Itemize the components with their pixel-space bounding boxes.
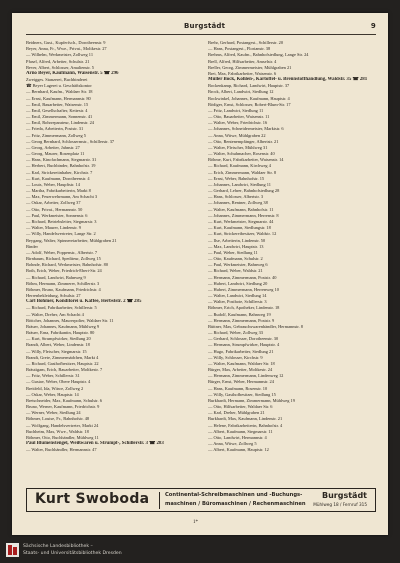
- page-number: 9: [370, 22, 376, 30]
- ad-divider: [159, 492, 160, 509]
- directory-entry: — Otto, Privat., Hermannstr. 50: [26, 206, 83, 212]
- directory-entry: — Albert, Kaufmann, Siegmarstr. 11: [208, 428, 273, 434]
- directory-entry: — Johannes, Schneidermeister, Marktstr. 6: [208, 126, 284, 132]
- directory-entry: Bretschneider, Max, Kaufmann, Schulstr. 6: [26, 397, 102, 403]
- directory-entry: — Kurt, Kaufmann, Siedlungstr. 18: [208, 225, 271, 231]
- directory-entry: — Emil, Gesellschafter, Kettestr. 4: [26, 107, 88, 113]
- directory-entry: Böhmer, Bruno, Kaufmann, Friedrichstr. 4: [26, 286, 101, 292]
- directory-entry: — Walter, Postbote, Schillerstr. 3: [208, 299, 267, 305]
- directory-entry: — Hubert, Landwirt, Siedlung 20: [208, 280, 268, 286]
- directory-entry: — Hans, Postangest., Florianstr. 38: [208, 46, 271, 52]
- directory-entry: Brandt, Grete, Zimmermädchen, Markt 4: [26, 354, 99, 360]
- directory-entry: Bockwinkel, Johannes, Kaufmann, Hauptstr. 4: [208, 95, 290, 101]
- directory-entry: Büttner, Max, Gebrauchswarenhändler, Hermannstr. 8: [208, 323, 303, 329]
- signature-code: 1*: [193, 520, 198, 525]
- directory-entry: — Walter, Weber, Friedrichstr. 16: [208, 120, 268, 126]
- directory-entry: Bräuer, Johannes, Kaufmann, Mühlweg 9: [26, 323, 100, 329]
- directory-entry: Brandt, Albert, Weber, Lindenstr. 18: [26, 342, 90, 348]
- directory-entry: — Richard, Fabrikarbeiter, Schillerstr. 5: [26, 305, 97, 311]
- directory-entry: Burkhardt, Max, Kaufmann, Lindenstr. 21: [208, 416, 283, 422]
- directory-entry: Brehms, Alfred, Kaufm., Bahnhofsiedlung, Lange Str. 24: [208, 52, 309, 58]
- directory-entry: Both, Erich, Weber, Friedrich-Ebert-Str. 24: [26, 268, 102, 274]
- directory-entry: Bödiger, Ernst, Schlosser, Robert-Blum-Str. 17: [208, 101, 291, 107]
- directory-entry: — Louis, Weber, Haupftstr. 14: [26, 181, 80, 187]
- directory-entry: — Fritz, Weber, Schillerstr. 31: [26, 373, 80, 379]
- directory-entry: — Frieda, Arbeiterin, Poststr. 31: [26, 126, 84, 132]
- directory-entry: — Wilhelm, Werkmeister, Zollweg 11: [26, 52, 94, 58]
- directory-entry: — Erich, Zimmermann, Waldaer Str. 8: [208, 169, 277, 175]
- directory-entry: — Fritz, Zimmermann, Zollweg 5: [26, 132, 86, 138]
- directory-entry: — Ernst, Weber, Bahnhofstr. 15: [208, 175, 265, 181]
- directory-entry: — Hermann, Zimmermann, Lindenweg 12: [208, 373, 284, 379]
- directory-entry: — Ernst, Kaufmann, Hermannstr. 80: [26, 95, 91, 101]
- directory-entry: Böhmer, Erich, Apotheker, Lindenstr. 18: [208, 305, 280, 311]
- directory-entry: Binder: [26, 243, 38, 249]
- directory-entry: — Anna, Witwe, Mühlgraben 22: [208, 132, 266, 138]
- directory-entry: — Hermann, Zimmermann, Poststr. 40: [208, 274, 277, 280]
- directory-entry: Bohnde, Richard, Werkmeister, Bahnhofstr. 80: [26, 262, 109, 268]
- directory-entry: Böttcher, Johannes, Maurerpolier, Waldaer Str. 11: [26, 317, 114, 323]
- directory-entry: — Walter, Kaufmann, Waldaer Str. 18: [208, 360, 275, 366]
- advertisement-box: [26, 488, 376, 512]
- directory-entry: — Otto, Rentenempfänger, Albertstr. 21: [208, 138, 279, 144]
- header-rule: [26, 34, 376, 35]
- library-watermark: [6, 541, 206, 559]
- directory-entry: — Hans, Kinofachmann, Siegmarstr. 31: [26, 157, 97, 163]
- directory-entry: Beyer, Anna, Fr., Wwe., Privat., Moltkestr. 27: [26, 46, 107, 52]
- directory-entry: Böhme, Kurt, Fabrikarbeiter, Waisenstr. 14: [208, 157, 284, 163]
- directory-entry: — Richard, Weber, Waldstr. 21: [208, 268, 263, 274]
- ad-city: Burgstädt: [322, 491, 367, 500]
- directory-entry: — Hermann, Zimmermann, Poststr. 9: [208, 317, 275, 323]
- directory-entry: — Kurt, Strumpfwirker, Siedlung 20: [26, 336, 91, 342]
- directory-entry: — Karl, Dreher, Mühlgraben 21: [208, 410, 265, 416]
- directory-entry: — Richard, Betriebsleiter, Siegmarstr. 3: [26, 218, 97, 224]
- directory-entry: — Emil, Bauarbeiter, Waisenstr. 15: [26, 101, 89, 107]
- directory-entry: — Otto, Kaufmann, Schulstr. 2: [208, 256, 263, 262]
- directory-entry: — Willy, Gasthofbesitzer, Siedlung 15: [208, 391, 276, 397]
- directory-entry: Bräuer, Erna, Fabrikantin, Hauptstr. 80: [26, 330, 95, 336]
- directory-entry: — Helene, Fabrikarbeiterin, Bahnhofstr. 4: [208, 422, 283, 428]
- directory-entry: — Paul, Weber, Siedlung 11: [208, 249, 258, 255]
- directory-entry: — Walter, Dreher, Am Schacht 4: [26, 311, 84, 317]
- directory-entry: — Walter, Maurer, Lindenstr. 9: [26, 225, 81, 231]
- directory-entry: — Karl, Strickereiinhaber, Kirchstr. 7: [26, 169, 93, 175]
- directory-entry: — Johannes, Landwirt, Siedlung 11: [208, 181, 272, 187]
- directory-entry: — Bernhard, Kaufm., Waldaer Str. 18: [26, 89, 93, 95]
- directory-entry: Brei, Max, Fabrikarbeiter, Waisenstr. 6: [208, 70, 277, 76]
- directory-entry: — Walter, Fleischer, Mühlweg 31: [208, 144, 268, 150]
- directory-entry: — Otto, Hilfsarbeiter, Waldaer Str. 6: [208, 404, 273, 410]
- directory-entry: Paul Blumenstengel, Weißwaren u. Strumpf-, Schillerstr. 3 ☎ 283: [26, 441, 164, 447]
- directory-entry: — Johannes, Rentner, Zollweg 38: [208, 200, 268, 206]
- directory-entry: — Richard, Gasthofbesitzer, Hauptstr. 22: [26, 360, 99, 366]
- directory-entry: — Richard, Landwirt, Bahnweg 9: [26, 274, 86, 280]
- directory-entry: — Otto, Landwirt, Hermannstr. 4: [208, 435, 267, 440]
- directory-entry: Böhm, Hermann, Zimmerer, Schillerstr. 3: [26, 280, 100, 286]
- directory-entry: Carl Böhmer, Konditorei u. Kaffee, Herbststr. 2 ☎ 285: [26, 299, 142, 305]
- directory-entry: — Gerhard, Schlosser, Dorotheenstr. 30: [208, 336, 279, 342]
- library-logo-icon: [6, 543, 19, 557]
- directory-entry: — Willy, Handelsvertreter, Lange Str. 2: [26, 231, 96, 237]
- directory-entry: — Paul, Werkmeister, Sonnenstr. 6: [26, 212, 88, 218]
- directory-entry: — Kurt, Kaufmann, Dorotheenstr. 4: [26, 175, 90, 181]
- left-column: [26, 40, 198, 454]
- directory-entry: — Walter, Landwirt, Siedlung 14: [208, 293, 267, 299]
- ad-line-2: maschinen / Büromaschinen / Rechenmaschinen: [165, 501, 306, 507]
- directory-entry: — Otto, Bauarbeiter, Waisenstr. 11: [208, 114, 270, 120]
- directory-entry: Pfasel, Alfred, Arbeiter, Schulstr. 21: [26, 58, 90, 64]
- directory-entry: — Gerhard, Lehrer, Bahnhofsiedlung 28: [208, 188, 280, 194]
- directory-entry: — Adolf, Weber, Poppenstr., Albertstr. 7: [26, 249, 98, 255]
- directory-entry: — Walter, Kaufmann, Bahnhofstr. 11: [208, 206, 274, 212]
- directory-entry: — Emil, Zimmermann, Sonnenstr. 41: [26, 114, 93, 120]
- directory-entry: — Albert, Kaufmann, Hauptstr. 12: [208, 447, 269, 453]
- directory-entry: Brell, Alfred, Hilfsarbeiter, Amselstr. 4: [208, 58, 277, 64]
- directory-entry: — Paul, Werkmeister, Bahnweg 6: [208, 262, 268, 268]
- library-line-2: Staats- und Universitätsbibliothek Dresden: [23, 551, 122, 556]
- directory-entry: — Emil, Rohrreparateur, Lindenstr. 24: [26, 120, 94, 126]
- directory-entry: Zweigges. Stanzerei, Buchbinderei: [26, 77, 88, 83]
- directory-entry: — Fritz, Landwirt, Siedlung 11: [208, 107, 264, 113]
- directory-entry: Bever, Albert, Schlosser, Amalienstr. 5: [26, 64, 94, 70]
- directory-entry: — Johannes, Zimmermann, Herrenstr. 8: [208, 212, 279, 218]
- directory-entry: Breitfeld, Ida, Witwe, Zollweg 2: [26, 385, 84, 391]
- directory-entry: — Hubert, Zimmermann, Herrenweg 10: [208, 286, 279, 292]
- right-column: [208, 40, 374, 454]
- directory-entry: — Georg, Maurer, Rosenplatz 11: [26, 151, 85, 157]
- directory-entry: — Werner, Weber, Siedlung 24: [26, 410, 81, 416]
- directory-entry: Brehr, Gerhard, Postangest., Schillerstr. 20: [208, 40, 284, 45]
- directory-entry: Müller Bock, Kohlen-, Kartoffel- u. Brennstoffhandlung, Waldstr. 35 ☎ 281: [208, 77, 368, 83]
- directory-entry: — Hermann, Strumpfwirker, Hauptstr. 4: [208, 342, 280, 348]
- page-title: Burgstädt: [184, 22, 226, 30]
- directory-entry: — Willy, Schlosser, Kirchstr. 9: [208, 354, 263, 360]
- directory-entry: — Walter, Buchhändler, Hermannstr. 47: [26, 447, 97, 453]
- ad-company-name: Kurt Swoboda: [35, 491, 150, 507]
- directory-entry: Bockenkamp, Richard, Landwirt, Hauptstr. 37: [208, 83, 290, 89]
- directory-entry: Bürger, Max, Arbeiter, Moltkestr. 24: [208, 367, 273, 373]
- directory-entry: — Oskar, Arbeiter, Zollweg 37: [26, 200, 81, 206]
- directory-entry: Beygang, Walter, Spinnereiarbeiter, Mühlgraben 21: [26, 237, 117, 243]
- directory-entry: — Anna, Witwe, Zollweg 5: [208, 441, 257, 447]
- directory-entry: Bruno, Werner, Kaufmann, Friedrichstr. 9: [26, 404, 100, 410]
- directory-entry: Beidners, Gust., Kupferfsch., Dorotheenstr. 9: [26, 40, 106, 45]
- directory-entry: Böhmer, Otto, Buchhändler, Mühlweg 11: [26, 435, 99, 440]
- directory-entry: ☎ Beyer Lagerei u. Geschäftskontor: [26, 83, 92, 89]
- directory-entry: — Martha, Fabrikarbeiterin, Markt 8: [26, 188, 91, 194]
- directory-entry: Buchheim, Max, Wwe., Waldstr. 18: [26, 428, 89, 434]
- directory-entry: — Willy, Fleischer, Siegmarstr. 15: [26, 348, 87, 354]
- directory-entry: — Oskar, Weber, Hauptstr. 14: [26, 391, 79, 397]
- directory-entry: — Wolfgang, Handelsvertreter, Markt 24: [26, 422, 99, 428]
- directory-entry: — Kurt, Strickereibesitzer, Waldstr. 12: [208, 231, 277, 237]
- directory-entry: — Georg Bernhard, Schlossermstr., Schillerstr. 37: [26, 138, 115, 144]
- directory-entry: Burkhardt, Hermann, Zimmermann, Mühlweg 19: [208, 397, 295, 403]
- directory-entry: — Gustav, Weber, Obere Hauptstr. 4: [26, 379, 91, 385]
- directory-entry: — Max, Feuerwehrmann, Am Schacht 3: [26, 194, 98, 200]
- directory-entry: — Herbert, Buchbinder, Bahnhofstr. 19: [26, 163, 96, 169]
- directory-entry: — Georg, Arbeiter, Jahnstr. 27: [26, 144, 80, 150]
- ad-line-1: Continental-Schreibmaschinen und -Buchungs-: [165, 492, 303, 498]
- directory-entry: Brock, Albert, Landwirt, Siedlung 12: [208, 89, 274, 95]
- ad-address: Mühlweg 18 / Fernruf 315: [313, 502, 367, 507]
- directory-entry: — Rudolf, Kaufmann, Bahnweg 19: [208, 311, 271, 317]
- directory-entry: Breller, Georg, Zimmermeister, Mühlgraben 21: [208, 64, 292, 70]
- directory-entry: Bräutigam, Erich, Bauarbeiter, Moltkestr. 7: [26, 367, 103, 373]
- directory-page: [12, 13, 388, 535]
- directory-entry: — Richard, Kaufmann, Kirchweg 4: [208, 163, 271, 169]
- directory-entry: Arno Beyer, Kaufmann, Waisenstr. 5 ☎ 296: [26, 70, 119, 76]
- directory-entry: — Max, Landwirt, Hauptstr. 13: [208, 243, 264, 249]
- directory-entry: — Hugo, Fabrikarbeiter, Siedlung 21: [208, 348, 274, 354]
- directory-entry: Böhmer, Louise, Fr., Bahnhofstr. 48: [26, 416, 90, 422]
- library-line-1: Sächsische Landesbibliothek –: [23, 544, 93, 549]
- directory-entry: — Kurt, Werkmeister, Siegmarstr. 44: [208, 218, 274, 224]
- directory-entry: Herrenbekleidung, Schulstr. 27: [26, 293, 81, 299]
- directory-entry: Bürger, Ernst, Weber, Hermannstr. 24: [208, 379, 274, 385]
- directory-entry: — Walter, Schuhmacher, Rosenstr. 40: [208, 151, 275, 157]
- directory-entry: Birnbaum, Richard, Spediteur, Zollweg 15: [26, 256, 101, 262]
- directory-entry: — Richard, Weber, Zollweg 33: [208, 330, 263, 336]
- directory-entry: — Hans, Schlosser, Albertstr. 3: [208, 194, 264, 200]
- directory-entry: — Hans, Kaufmann, Rosenstr. 10: [208, 385, 268, 391]
- directory-entry: — Ilse, Arbeiterin, Lindenstr. 50: [208, 237, 266, 243]
